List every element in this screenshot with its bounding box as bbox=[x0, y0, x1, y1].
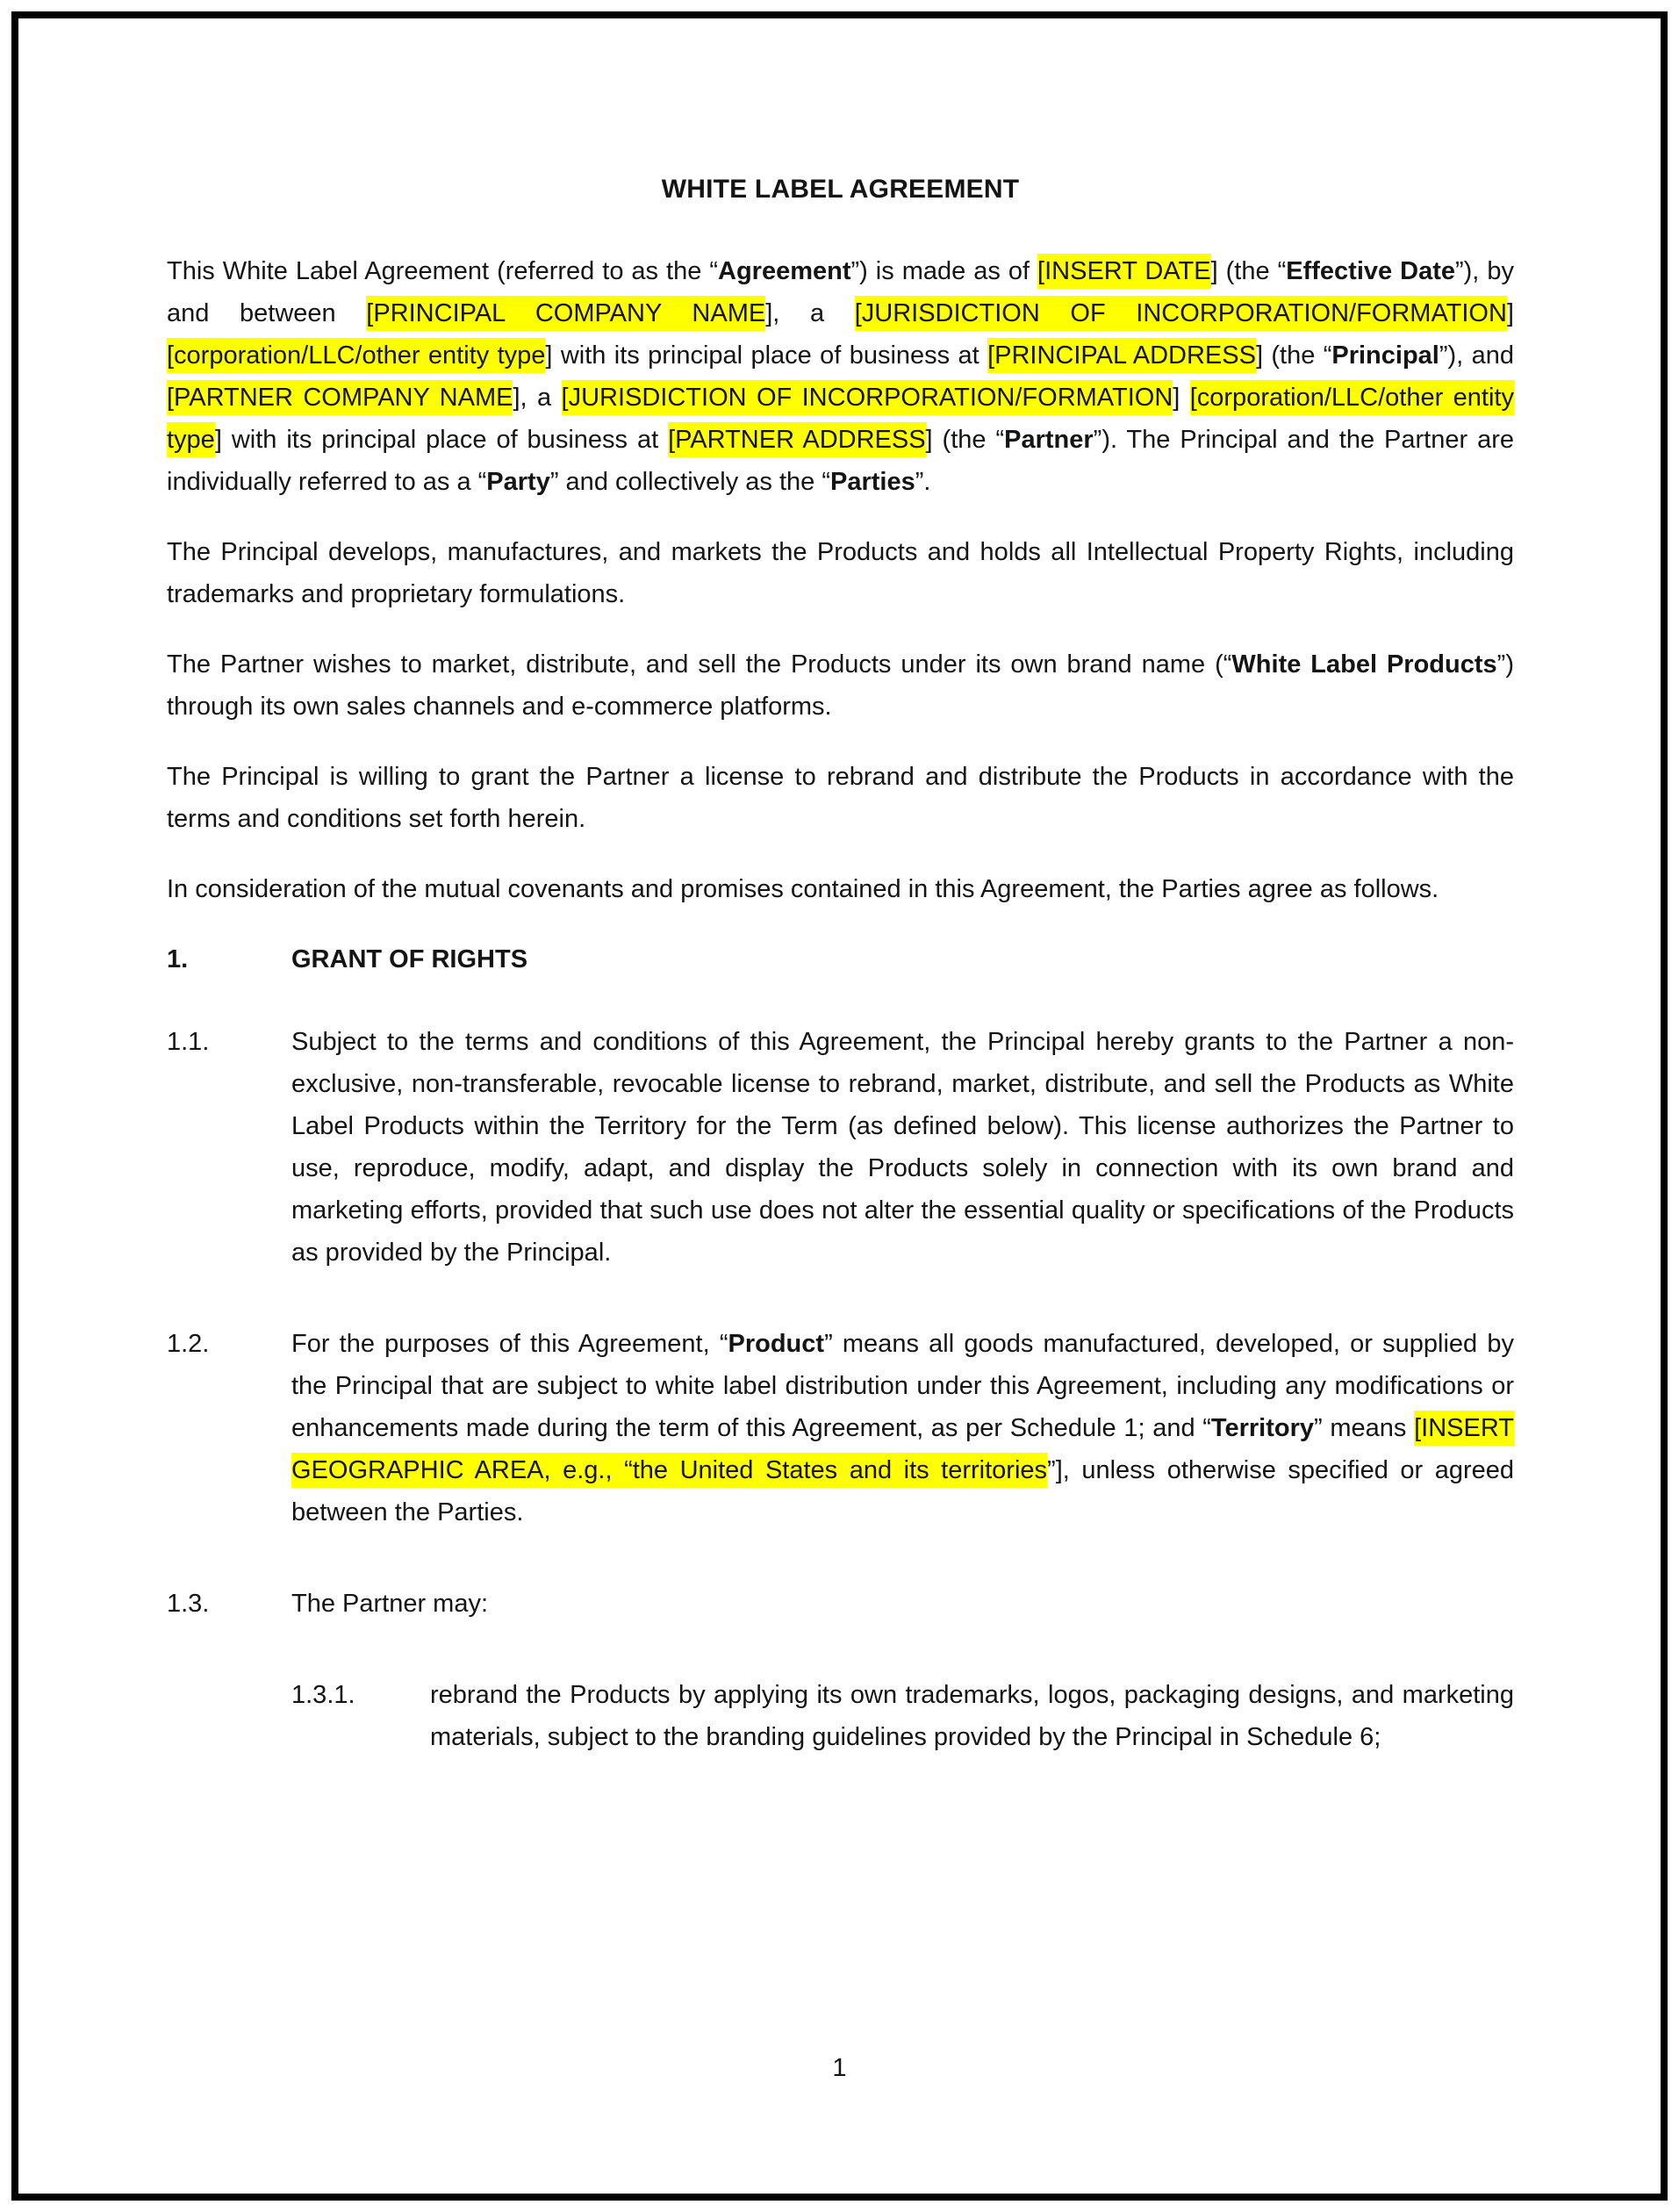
bold-text: Principal bbox=[1331, 341, 1439, 370]
clause-text bbox=[291, 1021, 1514, 1274]
text-run: Subject to the terms and conditions of this Agreement, the Principal hereby grants to the Partner a non-exclusive, non-transferable, revocable license to rebrand, market, distribute, and sell the Products as White Label Products within the Territory for the Term (as defined below). This license authorizes the Partner to use, reproduce, modify, adapt, and display the Products solely in connection with its own brand and marketing efforts, provided that such use does not alter the essential quality or specifications of the Products as provided by the Principal. bbox=[291, 1028, 1514, 1267]
document-page bbox=[167, 169, 1514, 1807]
clause-number: 1.2. bbox=[167, 1330, 210, 1358]
text-run: ] bbox=[1173, 384, 1190, 412]
bold-text: Party bbox=[486, 468, 550, 496]
clause bbox=[167, 1021, 1514, 1274]
paragraph bbox=[167, 643, 1514, 728]
bold-text: Product bbox=[728, 1330, 825, 1358]
section-heading bbox=[167, 938, 1514, 980]
highlighted-placeholder: [JURISDICTION OF INCORPORATION/FORMATION bbox=[855, 296, 1507, 331]
text-run: ”. bbox=[915, 468, 931, 496]
text-run: ] with its principal place of business at bbox=[545, 341, 988, 370]
bold-text: GRANT OF RIGHTS bbox=[291, 945, 528, 973]
bold-text: Territory bbox=[1210, 1414, 1315, 1442]
text-run: ” means bbox=[1314, 1414, 1415, 1442]
paragraph bbox=[167, 250, 1514, 503]
text-run: ] (the “ bbox=[1255, 341, 1332, 370]
text-run: ” and collectively as the “ bbox=[549, 468, 830, 496]
highlighted-placeholder: [JURISDICTION OF INCORPORATION/FORMATION bbox=[562, 380, 1173, 415]
text-run: ”) is made as of bbox=[850, 257, 1038, 285]
text-run: This White Label Agreement (referred to as the “ bbox=[167, 257, 718, 285]
text-run: ”], unless otherwise specified or agreed between the Parties. bbox=[291, 1456, 1514, 1526]
clause-number: 1.1. bbox=[167, 1028, 210, 1056]
text-run: In consideration of the mutual covenants and promises contained in this Agreement, the Parties agree as follows. bbox=[167, 875, 1439, 903]
text-run: ”) through its own sales channels and e-commerce platforms. bbox=[167, 650, 1514, 721]
text-run: The Principal is willing to grant the Partner a license to rebrand and distribute the Products in accordance with the terms and conditions set forth herein. bbox=[167, 763, 1514, 833]
clause bbox=[167, 1323, 1514, 1533]
page-number: 1 bbox=[832, 2054, 847, 2082]
text-run: The Partner may: bbox=[291, 1590, 489, 1618]
paragraph bbox=[167, 756, 1514, 840]
paragraph bbox=[167, 868, 1514, 910]
highlighted-placeholder: [PARTNER COMPANY NAME bbox=[167, 380, 513, 415]
clause-text bbox=[291, 1583, 1514, 1625]
highlighted-placeholder: [PRINCIPAL COMPANY NAME bbox=[366, 296, 765, 331]
bold-text: Partner bbox=[1004, 426, 1094, 454]
text-run: ] (the “ bbox=[925, 426, 1005, 454]
highlighted-placeholder: [INSERT DATE bbox=[1037, 254, 1211, 289]
text-run: The Principal develops, manufactures, and markets the Products and holds all Intellectual Property Rights, including trademarks and proprietary formulations. bbox=[167, 538, 1514, 608]
highlighted-placeholder: [PARTNER ADDRESS bbox=[668, 422, 925, 457]
text-run: ] with its principal place of business at bbox=[214, 426, 669, 454]
paragraph bbox=[167, 531, 1514, 615]
clause-text bbox=[291, 1323, 1514, 1533]
clause bbox=[167, 1583, 1514, 1625]
highlighted-placeholder: [corporation/LLC/other entity type bbox=[167, 380, 1514, 457]
highlighted-placeholder: [PRINCIPAL ADDRESS bbox=[987, 338, 1256, 373]
text-run: ”). The Principal and the Partner are individually referred to as a “ bbox=[167, 426, 1514, 496]
document-body bbox=[167, 250, 1514, 1758]
text-run: ], a bbox=[513, 384, 562, 412]
text-run: ” means all goods manufactured, developed, or supplied by the Principal that are subject to white label distribution under this Agreement, including any modifications or enhancements made during the term of this Agreement, as per Schedule 1; and “ bbox=[291, 1330, 1514, 1442]
highlighted-placeholder: [INSERT GEOGRAPHIC AREA, e.g., “the United States and its territories bbox=[291, 1411, 1514, 1488]
bold-text: White Label Products bbox=[1231, 650, 1497, 679]
text-run: ”), by and between bbox=[167, 257, 1514, 327]
bold-text: Agreement bbox=[718, 257, 851, 285]
text-run: The Partner wishes to market, distribute, and sell the Products under its own brand name (“ bbox=[167, 650, 1232, 679]
document-title: WHITE LABEL AGREEMENT bbox=[661, 175, 1020, 204]
text-run: ”), and bbox=[1439, 341, 1514, 370]
clause-number: 1. bbox=[167, 945, 189, 973]
bold-text: Parties bbox=[830, 468, 915, 496]
text-run: ], a bbox=[765, 299, 855, 327]
clause-number: 1.3.1. bbox=[291, 1681, 355, 1709]
text-run: ] bbox=[1506, 299, 1514, 327]
clause-number: 1.3. bbox=[167, 1590, 210, 1618]
clause bbox=[167, 1674, 1514, 1758]
text-run: ] (the “ bbox=[1210, 257, 1287, 285]
bold-text: Effective Date bbox=[1286, 257, 1455, 285]
text-run: rebrand the Products by applying its own trademarks, logos, packaging designs, and marketing materials, subject to the branding guidelines provided by the Principal in Schedule 6; bbox=[430, 1681, 1514, 1751]
text-run: For the purposes of this Agreement, “ bbox=[291, 1330, 728, 1358]
clause-text bbox=[291, 938, 1514, 980]
clause-text bbox=[430, 1674, 1514, 1758]
highlighted-placeholder: [corporation/LLC/other entity type bbox=[167, 338, 545, 373]
